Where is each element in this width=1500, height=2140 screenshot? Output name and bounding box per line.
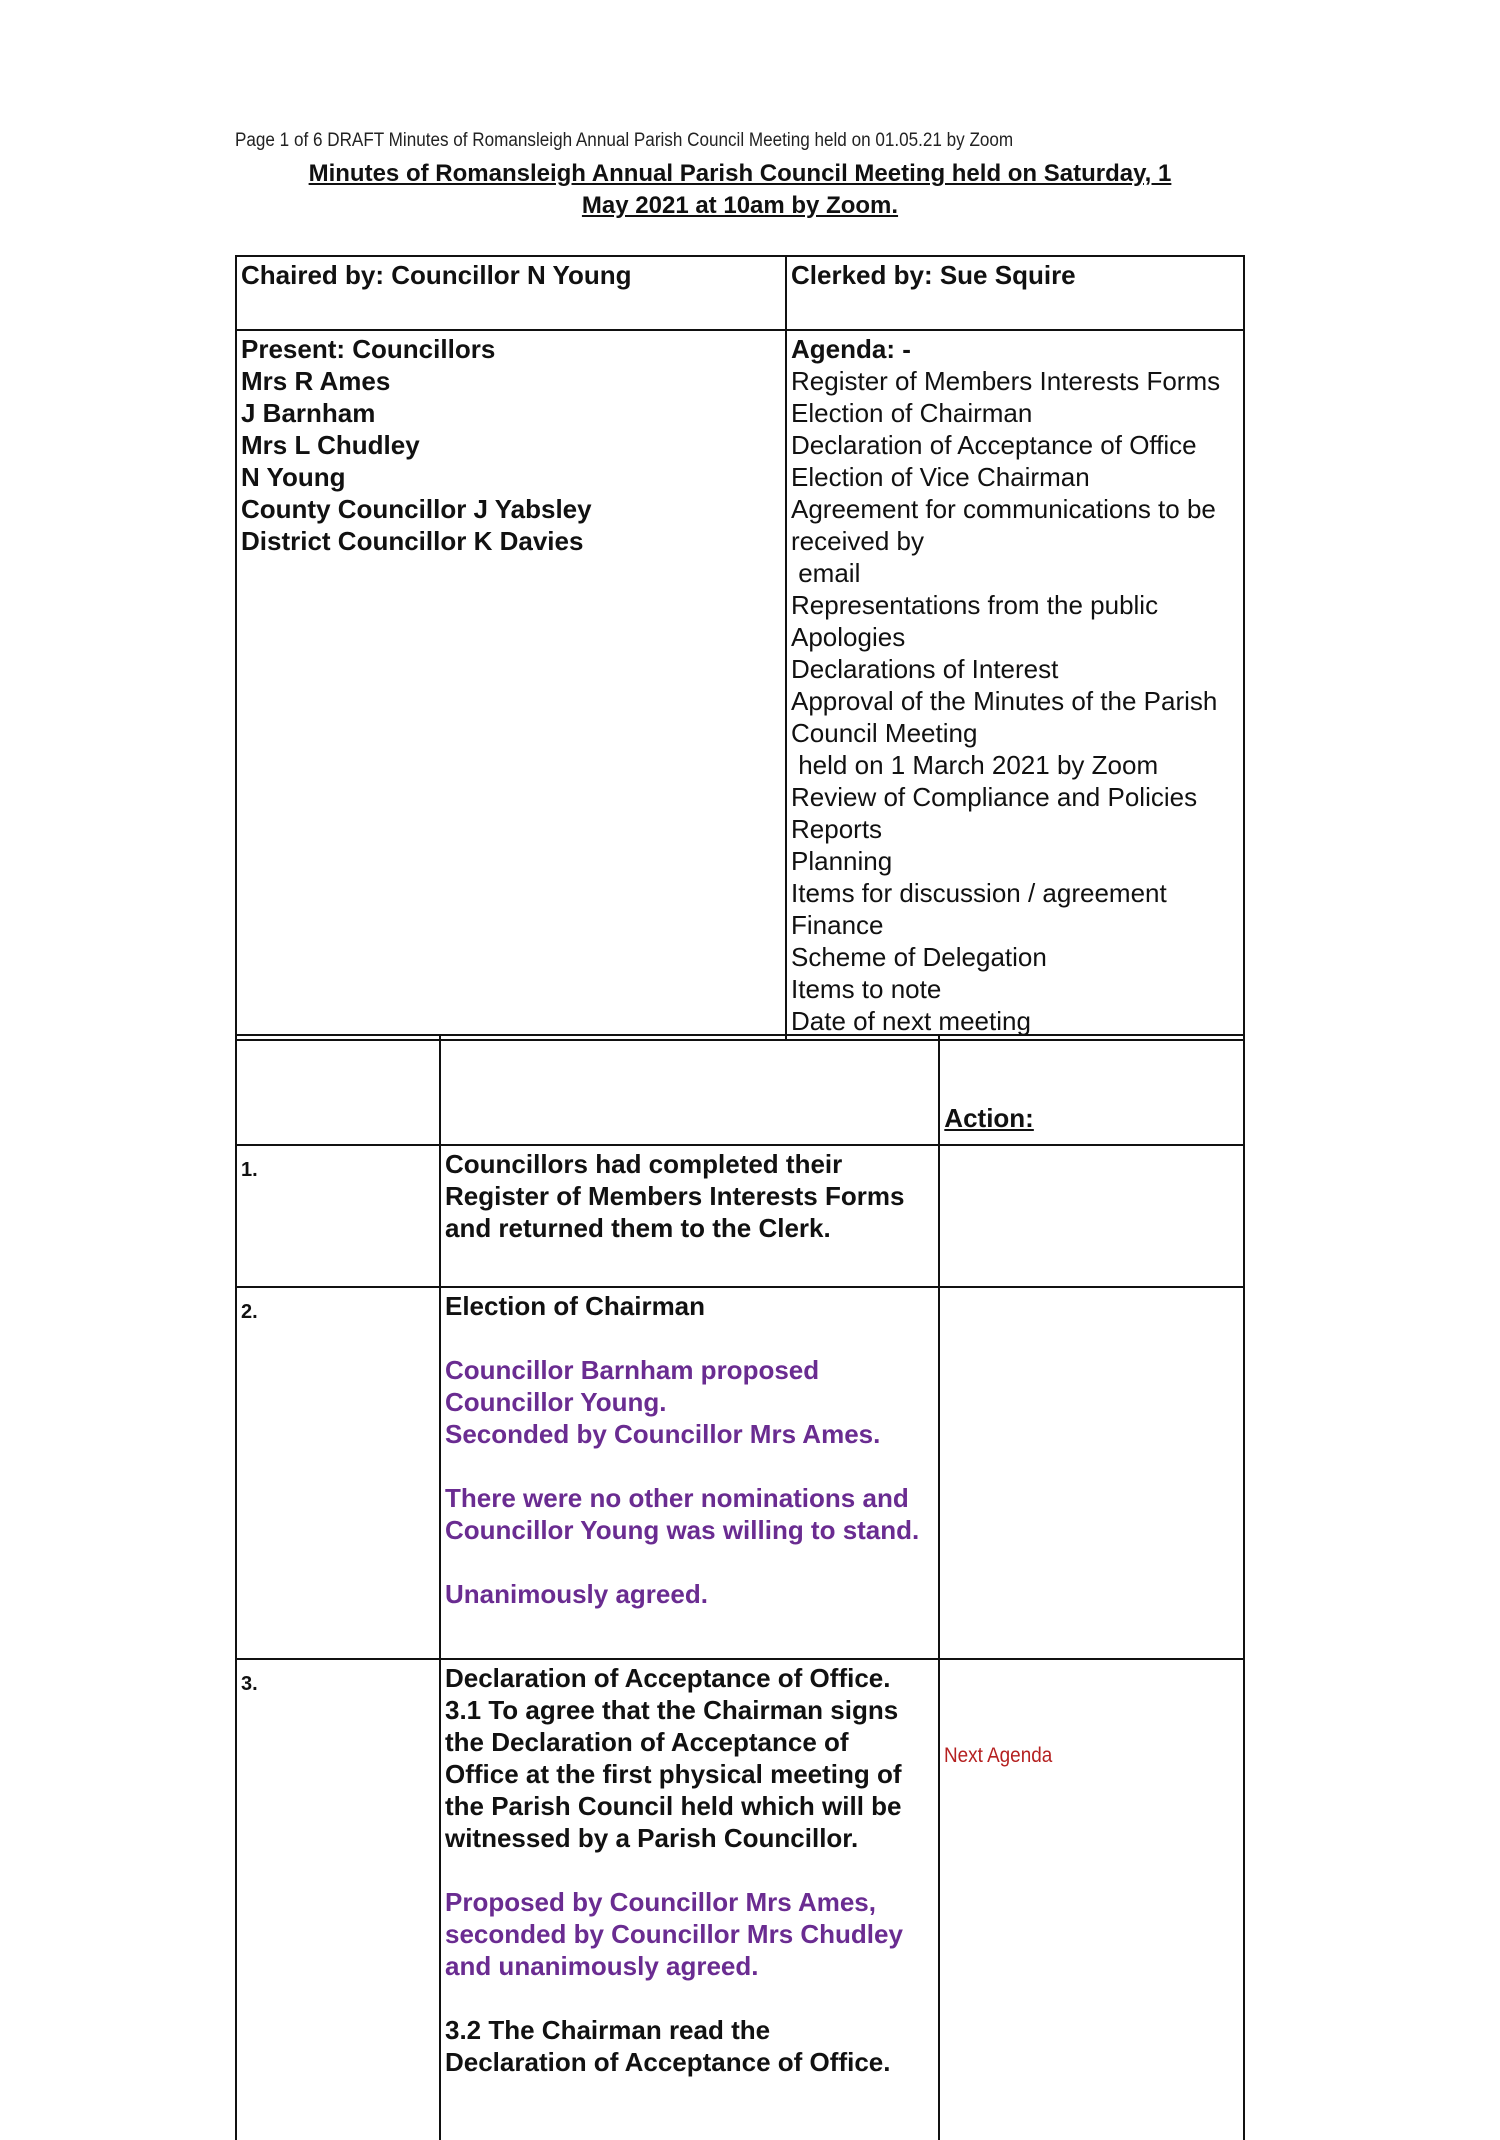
item-text xyxy=(440,1287,939,1659)
agenda-item: Apologies xyxy=(791,622,906,652)
item-action xyxy=(939,1287,1244,1659)
agenda-item: Scheme of Delegation xyxy=(791,942,1047,972)
resolution-line: and unanimously agreed. xyxy=(444,1951,759,1981)
agenda-item: Planning xyxy=(791,846,893,876)
item-text xyxy=(440,1145,939,1287)
resolution-line: Seconded by Councillor Mrs Ames. xyxy=(444,1419,881,1449)
resolution-line: Councillor Young. xyxy=(444,1387,667,1417)
agenda-item: Representations from the public xyxy=(791,590,1159,620)
running-header: Page 1 of 6 DRAFT Minutes of Romansleigh Annual Parish Council Meeting held on 01.05.21 by Zoom xyxy=(235,130,1014,151)
county-councillor: County Councillor J Yabsley xyxy=(241,494,592,524)
resolution-line: There were no other nominations and xyxy=(444,1483,909,1513)
resolution-line: Unanimously agreed. xyxy=(444,1579,708,1609)
agenda-item: Council Meeting xyxy=(791,718,978,748)
agenda-item: held on 1 March 2021 by Zoom xyxy=(791,750,1159,780)
text-line: Declaration of Acceptance of Office. xyxy=(444,2047,891,2077)
agenda-item: Approval of the Minutes of the Parish xyxy=(791,686,1218,716)
text-line: witnessed by a Parish Councillor. xyxy=(444,1823,859,1853)
councillor-name: J Barnham xyxy=(241,398,376,428)
agenda-item: email xyxy=(791,558,861,588)
action-heading: Action: xyxy=(944,1103,1034,1133)
chaired-by-cell: Chaired by: Councillor N Young xyxy=(236,256,786,330)
agenda-item: Date of next meeting xyxy=(791,1006,1031,1036)
agenda-item: Reports xyxy=(791,814,883,844)
minute-row-3 xyxy=(236,1659,1244,2140)
resolution-line: seconded by Councillor Mrs Chudley xyxy=(444,1919,903,1949)
action-note: Next Agenda xyxy=(944,1744,1053,1767)
text-line: 3.2 The Chairman read the xyxy=(444,2015,771,2045)
agenda-item: Review of Compliance and Policies xyxy=(791,782,1198,812)
item-number: 1. xyxy=(236,1145,440,1287)
councillor-name: Mrs L Chudley xyxy=(241,430,420,460)
agenda-heading: Agenda: - xyxy=(791,334,911,364)
text-line: the Declaration of Acceptance of xyxy=(444,1727,849,1757)
present-heading: Present: Councillors xyxy=(241,334,496,364)
agenda-item: Agreement for communications to be xyxy=(791,494,1216,524)
agenda-item: received by xyxy=(791,526,924,556)
text-line: Councillors had completed their xyxy=(444,1149,843,1179)
minute-row-1 xyxy=(236,1145,1244,1287)
title-line-1: Minutes of Romansleigh Annual Parish Council Meeting held on Saturday, 1 xyxy=(308,160,1172,187)
district-councillor: District Councillor K Davies xyxy=(241,526,584,556)
text-line: the Parish Council held which will be xyxy=(444,1791,902,1821)
agenda-item: Declarations of Interest xyxy=(791,654,1059,684)
agenda-item: Items for discussion / agreement xyxy=(791,878,1167,908)
text-line: Office at the first physical meeting of xyxy=(444,1759,902,1789)
title-line-2: May 2021 at 10am by Zoom. xyxy=(581,192,899,219)
item-action xyxy=(939,1659,1244,2140)
item-action xyxy=(939,1145,1244,1287)
minute-row-2 xyxy=(236,1287,1244,1659)
agenda-item: Register of Members Interests Forms xyxy=(791,366,1221,396)
text-line: 3.1 To agree that the Chairman signs xyxy=(444,1695,899,1725)
councillor-name: Mrs R Ames xyxy=(241,366,391,396)
text-line: Register of Members Interests Forms xyxy=(444,1181,905,1211)
agenda-item: Election of Chairman xyxy=(791,398,1033,428)
item-number: 2. xyxy=(236,1287,440,1659)
minutes-header-row xyxy=(236,1035,1244,1145)
agenda-item: Election of Vice Chairman xyxy=(791,462,1090,492)
minutes-table xyxy=(235,1034,1245,2140)
document-title xyxy=(235,158,1245,222)
item-heading: Election of Chairman xyxy=(444,1291,706,1321)
resolution-line: Councillor Young was willing to stand. xyxy=(444,1515,920,1545)
agenda-cell xyxy=(786,330,1244,1040)
clerked-by-cell: Clerked by: Sue Squire xyxy=(786,256,1244,330)
text-line: Declaration of Acceptance of Office. xyxy=(444,1663,891,1693)
item-text xyxy=(440,1659,939,2140)
item-number: 3. xyxy=(236,1659,440,2140)
agenda-item: Items to note xyxy=(791,974,942,1004)
attendance-cell xyxy=(236,330,786,1040)
resolution-line: Proposed by Councillor Mrs Ames, xyxy=(444,1887,876,1917)
agenda-item: Finance xyxy=(791,910,884,940)
agenda-item: Declaration of Acceptance of Office xyxy=(791,430,1197,460)
councillor-name: N Young xyxy=(241,462,346,492)
text-line: and returned them to the Clerk. xyxy=(444,1213,831,1243)
resolution-line: Councillor Barnham proposed xyxy=(444,1355,820,1385)
meeting-info-table xyxy=(235,255,1245,1041)
